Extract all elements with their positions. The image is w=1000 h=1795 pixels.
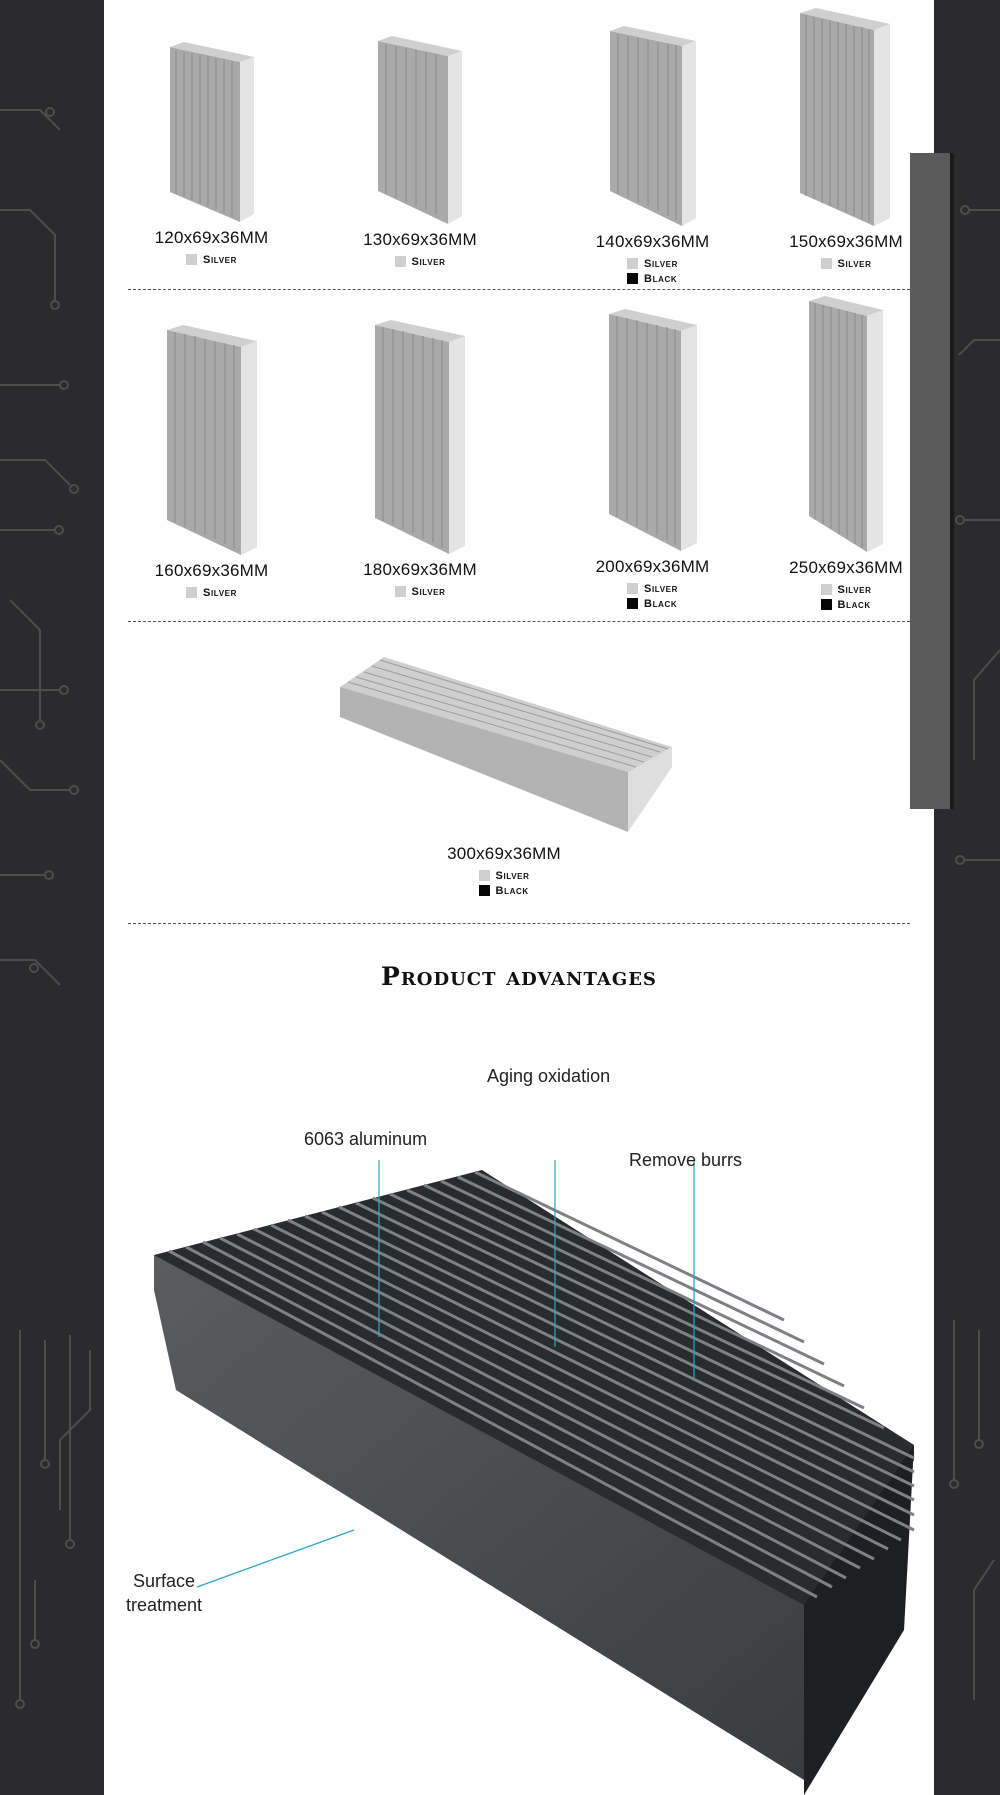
finish-options	[479, 868, 530, 898]
finish-black: Black	[627, 596, 678, 611]
heatsink-image	[370, 36, 470, 224]
size-label: 140x69x36MM	[595, 232, 710, 251]
size-label: 300x69x36MM	[447, 844, 561, 863]
silver-swatch	[186, 587, 197, 598]
silver-swatch	[627, 583, 638, 594]
black-swatch	[821, 599, 832, 610]
heatsink-image	[803, 296, 889, 552]
product-page	[104, 0, 934, 1795]
finish-silver: Silver	[479, 868, 530, 883]
silver-swatch	[395, 256, 406, 267]
section-title: Product advantages	[381, 962, 657, 991]
size-label: 250x69x36MM	[789, 558, 903, 577]
heatsink-image	[603, 309, 703, 551]
callout-remove-burrs: Remove burrs	[629, 1150, 743, 1170]
finish-black: Black	[821, 597, 872, 612]
heatsink-image	[369, 320, 471, 554]
finish-options	[627, 581, 678, 611]
finish-black: Black	[627, 271, 678, 286]
scrollbar[interactable]	[910, 153, 954, 809]
finish-silver: Silver	[186, 252, 237, 267]
finish-options	[395, 254, 446, 269]
heatsink-image	[162, 42, 262, 222]
black-swatch	[627, 273, 638, 284]
size-label: 200x69x36MM	[595, 557, 710, 576]
heatsink-image	[794, 8, 898, 226]
silver-swatch	[627, 258, 638, 269]
section-divider	[128, 289, 910, 290]
black-swatch	[627, 598, 638, 609]
finish-options	[186, 252, 237, 267]
callout-surface-treatment	[104, 1569, 224, 1617]
product-card[interactable]	[129, 42, 294, 270]
callout-aging-oxidation: Aging oxidation	[487, 1066, 611, 1086]
size-label: 150x69x36MM	[789, 232, 903, 251]
product-card[interactable]	[565, 309, 740, 614]
product-card[interactable]	[565, 26, 740, 289]
size-label: 130x69x36MM	[363, 230, 477, 249]
black-swatch	[479, 885, 490, 896]
circuit-pattern-left	[0, 0, 104, 1795]
callout-surface-line1: Surface	[132, 1571, 196, 1591]
finish-options	[821, 582, 872, 612]
callout-surface-line2: treatment	[125, 1595, 203, 1615]
product-card[interactable]	[336, 320, 504, 602]
silver-swatch	[479, 870, 490, 881]
finish-options	[395, 584, 446, 599]
finish-silver: Silver	[627, 256, 678, 271]
product-card[interactable]	[129, 325, 294, 603]
silver-swatch	[821, 584, 832, 595]
finish-silver: Silver	[186, 585, 237, 600]
product-card[interactable]	[776, 8, 916, 274]
finish-silver: Silver	[627, 581, 678, 596]
silver-swatch	[821, 258, 832, 269]
finish-options	[186, 585, 237, 600]
heatsink-image	[336, 657, 672, 832]
finish-black: Black	[479, 883, 530, 898]
callout-6063-aluminum: 6063 aluminum	[304, 1129, 428, 1149]
size-label: 160x69x36MM	[154, 561, 269, 580]
finish-silver: Silver	[821, 256, 872, 271]
finish-silver: Silver	[821, 582, 872, 597]
black-heatsink-image	[104, 1160, 934, 1795]
heatsink-image	[602, 26, 704, 226]
section-divider	[128, 621, 910, 622]
size-label: 120x69x36MM	[154, 228, 269, 247]
finish-silver: Silver	[395, 254, 446, 269]
section-divider	[128, 923, 910, 924]
size-label: 180x69x36MM	[363, 560, 477, 579]
silver-swatch	[186, 254, 197, 265]
silver-swatch	[395, 586, 406, 597]
heatsink-image	[161, 325, 263, 555]
finish-options	[821, 256, 872, 271]
finish-options	[627, 256, 678, 286]
product-card[interactable]	[776, 296, 916, 615]
product-card[interactable]	[334, 657, 674, 901]
product-card[interactable]	[336, 36, 504, 272]
finish-silver: Silver	[395, 584, 446, 599]
